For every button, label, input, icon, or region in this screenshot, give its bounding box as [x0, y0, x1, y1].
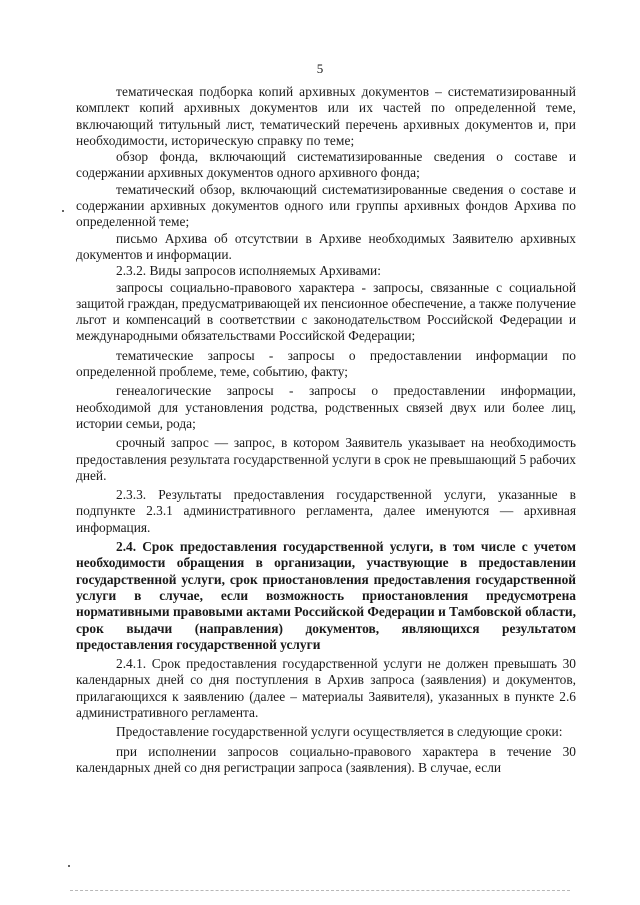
page-number: 5 — [316, 61, 324, 76]
paragraph-social-legal-requests: запросы социально-правового характера - запросы, связанные с социальной защитой граждан, предусматривающей их пенсионное обеспечение, а также получение льгот и компенсаций в соответствии с законодательством Российской Федерации и международными обязательствами Российской Федерации; — [76, 279, 576, 344]
paragraph-urgent-request: срочный запрос — запрос, в котором Заявитель указывает на необходимость предоставления результата государственной услуги в срок не превышающий 5 рабочих дней. — [76, 435, 576, 483]
document-body — [76, 84, 576, 776]
section-heading-2-4: 2.4. Срок предоставления государственной услуги, в том числе с учетом необходимости обращения в организации, участвующие в предоставлении государственной услуги, срок приостановления предоставления государственной услуги в случае, если возможность приостановления предусмотрена нормативными правовыми актами Российской Федерации и Тамбовской области, срок выдачи (направления) документов, являющихся результатом предоставления государственной услуги — [76, 539, 576, 652]
section-heading-2-3-2: 2.3.2. Виды запросов исполняемых Архивами: — [116, 263, 381, 279]
paragraph-social-legal-execution: при исполнении запросов социально-правового характера в течение 30 календарных дней со дня регистрации запроса (заявления). В случае, если — [76, 743, 576, 775]
paragraph-fund-review: обзор фонда, включающий систематизированные сведения о составе и содержании архивных документов одного архивного фонда; — [76, 149, 576, 181]
paragraph-thematic-selection: тематическая подборка копий архивных документов – систематизированный комплект копий архивных документов или их частей по определенной теме, включающий титульный лист, тематический перечень архивных документов и, при необходимости, историческую справку по теме; — [76, 84, 576, 148]
paragraph-genealogical-requests: генеалогические запросы - запросы о предоставлении информации, необходимой для установления родства, родственных связей двух или более лиц, истории семьи, рода; — [76, 383, 576, 431]
paragraph-thematic-requests: тематические запросы - запросы о предоставлении информации по определенной проблеме, теме, событию, факту; — [76, 347, 576, 380]
paragraph-2-4-1-term: 2.4.1. Срок предоставления государственной услуги не должен превышать 30 календарных дней со дня поступления в Архив запроса (заявления) и документов, прилагающихся к заявлению (далее – материалы Заявителя), указанных в пункте 2.6 административного регламента. — [76, 656, 576, 720]
footer-rule — [70, 890, 570, 891]
paragraph-service-terms: Предоставление государственной услуги осуществляется в следующие сроки: — [116, 724, 563, 740]
scan-speck — [68, 865, 70, 867]
paragraph-thematic-review: тематический обзор, включающий систематизированные сведения о составе и содержании архивных документов одного или группы архивных фондов Архива по определенной теме; — [76, 181, 576, 230]
paragraph-archive-letter: письмо Архива об отсутствии в Архиве необходимых Заявителю архивных документов и информации. — [76, 230, 576, 262]
scan-speck — [62, 210, 64, 212]
paragraph-2-3-3-results: 2.3.3. Результаты предоставления государственной услуги, указанные в подпункте 2.3.1 административного регламента, далее именуются — архивная информация. — [76, 487, 576, 535]
